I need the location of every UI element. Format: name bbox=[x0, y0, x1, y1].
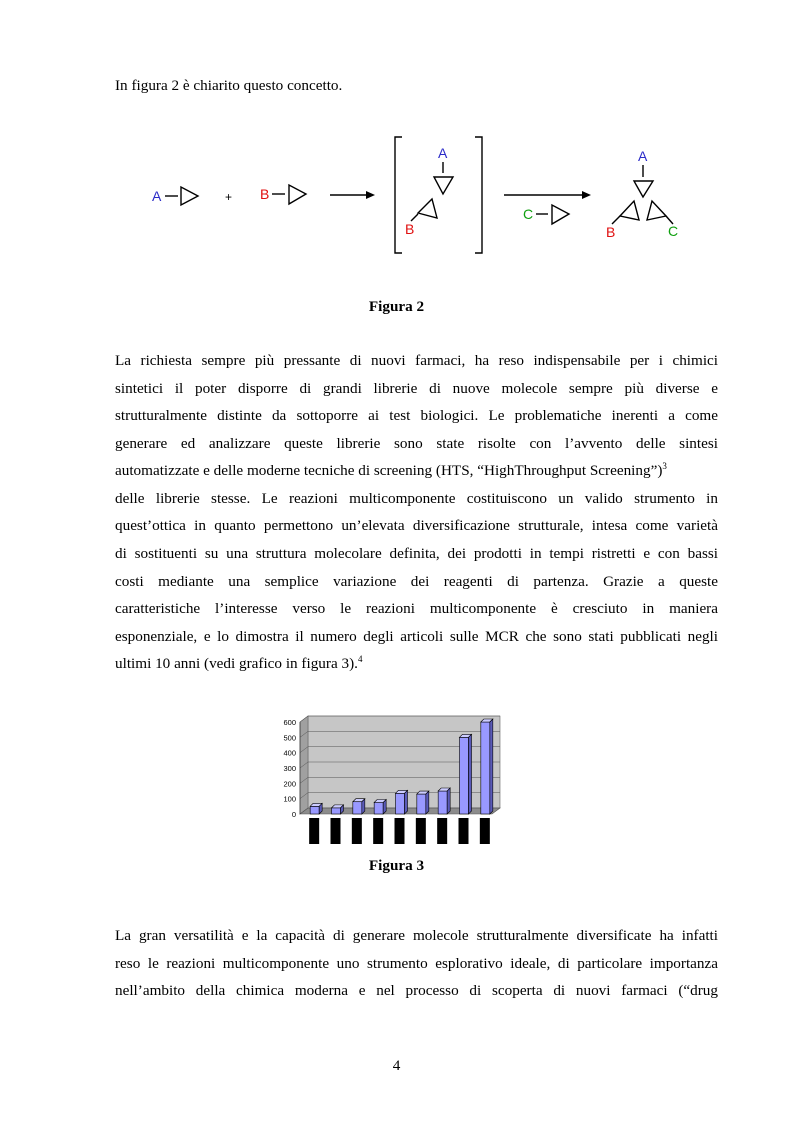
x-tick-label-block bbox=[309, 818, 319, 844]
bar-side bbox=[362, 799, 365, 814]
x-tick-label-block bbox=[459, 818, 469, 844]
p2-line: La gran versatilità e la capacità di generare molecole strutturalmente diversificate ha infatti bbox=[115, 927, 718, 944]
plus-sign: + bbox=[225, 190, 233, 204]
bar bbox=[332, 808, 341, 814]
bar bbox=[374, 803, 383, 815]
page-number: 4 bbox=[392, 1057, 401, 1074]
bar bbox=[396, 793, 405, 814]
bar-side bbox=[383, 800, 386, 815]
triangle-c1 bbox=[552, 205, 569, 224]
bond-b3 bbox=[612, 216, 620, 224]
p1-line: generare ed analizzare queste librerie sono state risolte con l’avvento delle sintesi bbox=[115, 435, 718, 452]
x-tick-label-block bbox=[395, 818, 405, 844]
label-a3: A bbox=[638, 148, 648, 164]
bar bbox=[417, 794, 426, 814]
bond-b2 bbox=[411, 214, 418, 221]
triangle-b1 bbox=[289, 185, 306, 204]
figure-2-caption: Figura 2 bbox=[368, 298, 425, 315]
y-tick-label: 100 bbox=[283, 794, 296, 804]
y-tick-label: 500 bbox=[283, 733, 296, 743]
p1-line: sintetici il poter disporre di grandi librerie di nuove molecole sempre più diverse e bbox=[115, 380, 718, 397]
y-tick-label: 600 bbox=[283, 718, 296, 727]
x-tick-label-block bbox=[373, 818, 383, 844]
articles-bar-chart bbox=[270, 712, 530, 847]
label-c3: C bbox=[668, 223, 679, 239]
bar-side bbox=[469, 734, 472, 814]
label-b2: B bbox=[405, 221, 415, 237]
y-tick-label: 400 bbox=[283, 748, 296, 758]
reference-4: 4 bbox=[357, 654, 363, 664]
x-tick-label-block bbox=[331, 818, 341, 844]
p1-line: strutturalmente distinte da sottoporre ai test biologici. Le problematiche inerenti a come bbox=[115, 407, 718, 424]
p2-line: reso le reazioni multicomponente uno strumento esplorativo ideale, di particolare importanza bbox=[115, 955, 718, 972]
bar bbox=[460, 737, 469, 814]
left-bracket bbox=[395, 137, 402, 253]
y-tick-label: 0 bbox=[291, 810, 296, 819]
right-bracket bbox=[475, 137, 482, 253]
bar bbox=[353, 802, 362, 814]
triangle-b2 bbox=[418, 199, 437, 218]
bar bbox=[481, 722, 490, 814]
bar-side bbox=[405, 790, 408, 814]
x-tick-label-block bbox=[437, 818, 447, 844]
figure-3-caption: Figura 3 bbox=[368, 857, 425, 874]
p1-line: automatizzate e delle moderne tecniche di screening (HTS, “HighThroughput Screening”)$^3$ bbox=[115, 461, 667, 479]
label-c1: C bbox=[523, 206, 534, 222]
p1-line: ultimi 10 anni (vedi grafico in figura 3).$^4$ bbox=[115, 654, 363, 672]
y-tick-label: 300 bbox=[283, 764, 296, 773]
label-a2: A bbox=[438, 145, 448, 161]
p2-line: nell’ambito della chimica moderna e nel processo di scoperta di nuovi farmaci (“drug bbox=[115, 982, 718, 999]
triangle-a1 bbox=[181, 187, 198, 205]
p1-line: di sostituenti su una struttura molecolare definita, dei prodotti in tempi ristretti e con bassi bbox=[115, 545, 718, 562]
triangle-a3 bbox=[634, 181, 653, 197]
x-tick-label-block bbox=[480, 818, 490, 844]
bar-side bbox=[426, 791, 429, 814]
triangle-a2 bbox=[434, 177, 453, 194]
p1-line: costi mediante una semplice variazione dei reagenti di partenza. Grazie a queste bbox=[115, 573, 718, 590]
x-tick-label-block bbox=[352, 818, 362, 844]
triangle-c3 bbox=[647, 201, 666, 220]
p1-line: caratteristiche l’interesse verso le reazioni multicomponente è cresciuto in maniera bbox=[115, 600, 718, 617]
bar-side bbox=[447, 788, 450, 814]
bar bbox=[310, 806, 319, 814]
reaction-scheme bbox=[0, 132, 793, 262]
intro-sentence: In figura 2 è chiarito questo concetto. bbox=[115, 77, 343, 94]
label-b1: B bbox=[260, 186, 270, 202]
p1-line: delle librerie stesse. Le reazioni multicomponente costituiscono un valido strumento in bbox=[115, 490, 718, 507]
y-tick-label: 200 bbox=[283, 779, 296, 789]
label-b3: B bbox=[606, 224, 616, 240]
p1-line: La richiesta sempre più pressante di nuovi farmaci, ha reso indispensabile per i chimici bbox=[115, 352, 718, 369]
p1-line: quest’ottica in quanto permettono un’elevata diversificazione strutturale, intesa come varietà bbox=[115, 517, 718, 534]
bar bbox=[438, 791, 447, 814]
bar-side bbox=[490, 719, 493, 814]
p1-line: esponenziale, e lo dimostra il numero degli articoli sulle MCR che sono stati pubblicati negli bbox=[115, 628, 718, 645]
x-tick-label-block bbox=[416, 818, 426, 844]
triangle-b3 bbox=[620, 201, 639, 220]
label-a1: A bbox=[152, 188, 162, 204]
reference-3: 3 bbox=[662, 461, 667, 471]
